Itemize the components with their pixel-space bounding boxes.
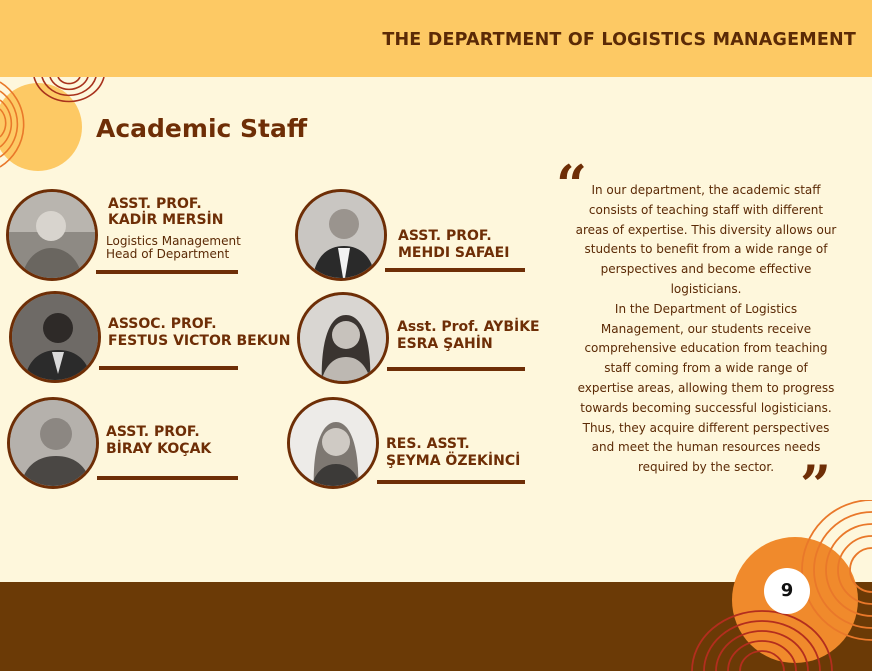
- staff-underline: [377, 480, 525, 484]
- person-silhouette-icon: [12, 294, 101, 383]
- staff-title: RES. ASST.: [386, 436, 470, 452]
- quote-line: In our department, the academic staff: [591, 183, 821, 197]
- staff-title: Asst. Prof. AYBİKE: [397, 319, 540, 335]
- staff-name: KADİR MERSİN: [108, 212, 224, 228]
- staff-photo-biray-kocak: [7, 397, 99, 489]
- staff-title: ASST. PROF.: [108, 196, 202, 212]
- staff-photo-seyma-ozekinci: [287, 397, 379, 489]
- staff-title: ASST. PROF.: [398, 228, 492, 244]
- header-title: THE DEPARTMENT OF LOGISTICS MANAGEMENT: [382, 30, 856, 50]
- staff-photo-aybike-esra-sahin: [297, 292, 389, 384]
- staff-photo-kadir-mersin: [6, 189, 98, 281]
- quote-line: comprehensive education from teaching: [584, 341, 828, 356]
- person-silhouette-icon: [298, 192, 387, 281]
- staff-underline: [99, 366, 238, 370]
- staff-name: MEHDI SAFAEI: [398, 245, 510, 261]
- quote-line: consists of teaching staff with different: [588, 202, 824, 217]
- quote-line: expertise areas, allowing them to progress: [577, 380, 835, 395]
- quote-line: perspectives and become effective: [600, 262, 812, 277]
- quote-line: Thus, they acquire different perspectives: [582, 420, 830, 435]
- staff-title: ASSOC. PROF.: [108, 316, 217, 332]
- staff-underline: [385, 268, 525, 272]
- quote-text: [560, 181, 852, 478]
- staff-role: Logistics Management: [106, 234, 241, 248]
- quote-line: Management, our students receive: [600, 321, 812, 336]
- quote-line: students to benefit from a wide range of: [584, 242, 828, 257]
- staff-name: FESTUS VICTOR BEKUN: [108, 333, 291, 349]
- staff-underline: [97, 476, 238, 480]
- quote-line: required by the sector.: [637, 460, 775, 475]
- quote-line: towards becoming successful logisticians.: [580, 400, 832, 415]
- staff-underline: [387, 367, 525, 371]
- staff-name: BİRAY KOÇAK: [106, 441, 212, 457]
- person-silhouette-icon: [290, 400, 379, 489]
- close-quote-icon: ”: [800, 453, 832, 517]
- open-quote-icon: “: [556, 153, 588, 217]
- quote-line: In the Department of Logistics: [614, 301, 798, 316]
- staff-name: ESRA ŞAHİN: [397, 336, 493, 352]
- staff-underline: [96, 270, 238, 274]
- person-silhouette-icon: [300, 295, 389, 384]
- quote-line: areas of expertise. This diversity allows our: [575, 222, 837, 237]
- page-number: 9: [780, 580, 794, 601]
- quote-line: staff coming from a wide range of: [604, 361, 808, 376]
- quote-line: and meet the human resources needs: [591, 440, 821, 455]
- quote-line: logisticians.: [670, 281, 742, 296]
- staff-title: ASST. PROF.: [106, 424, 200, 440]
- staff-role-2: Head of Department: [106, 247, 230, 261]
- staff-name: ŞEYMA ÖZEKİNCİ: [386, 453, 521, 469]
- staff-photo-mehdi-safaei: [295, 189, 387, 281]
- page-title: Academic Staff: [96, 114, 308, 143]
- staff-photo-festus-victor-bekun: [9, 291, 101, 383]
- person-silhouette-icon: [10, 400, 99, 489]
- person-silhouette-icon: [9, 192, 98, 281]
